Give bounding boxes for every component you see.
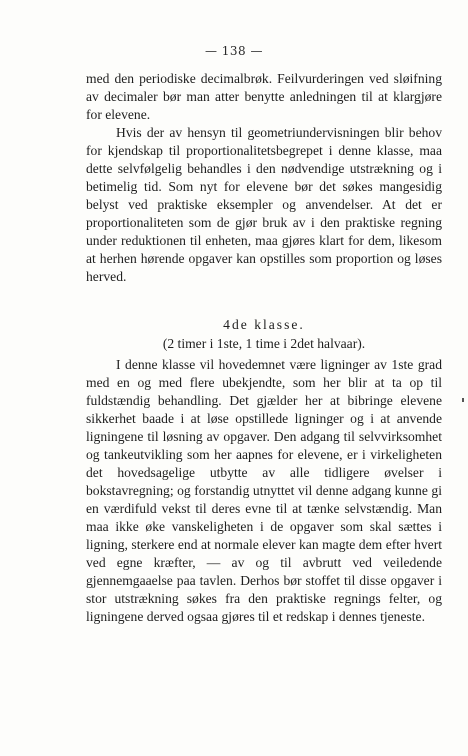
paragraph-block-3: [86, 356, 442, 626]
scan-edge-mark: [462, 398, 464, 402]
paragraph-2: Hvis der av hensyn til geometriundervisningen blir behov for kjendskap til proportionalitetsbegrepet i denne klasse, maa dette selvfølgelig behandles i den nødvendige utstrækning og i betimelig tid. Som nyt for elevene bør det søkes mangesidig belyst ved praktiske eksempler og anvendelser. At det er proportionaliteten som de gjør bruk av i den praktiske regning under reduktionen til enheten, maa gjøres klart for dem, likesom at herhen hørende opgaver kan opstilles som proportion og løses herved.: [86, 125, 442, 284]
paragraph-1: med den periodiske decimalbrøk. Feilvurderingen ved sløifning av decimaler bør man atter benytte anledningen til at klargjøre for elevene.: [86, 71, 442, 122]
section-subheading: (2 timer i 1ste, 1 time i 2det halvaar).: [162, 336, 366, 351]
page-number: — 138 —: [204, 44, 264, 58]
paragraph-continuation: [86, 70, 442, 124]
paragraph-block-2: [86, 124, 442, 286]
paragraph-3: I denne klasse vil hovedemnet være ligninger av 1ste grad med en og med flere ubekjendte, som her blir at ta op til fuldstændig behandling. Det gjælder her at bibringe elevene sikkerhet baade i at løse opstillede ligninger og i at anvende ligningene til løsning av opgaver. Den adgang til selvvirksomhet og tankeutvikling som her aapnes for elevene, er i virkeligheten det hovedsagelige utbytte av alle tidligere øvelser i bokstavregning; og forstandig utnyttet vil denne adgang kunne gi en værdifuld vekst til deres evne til at tænke selvstændig. Man maa ikke øke vanskeligheten i de opgaver som skal sættes i ligning, sterkere end at normale elever kan magte dem efter hvert ved egne kræfter, — av og til avbrutt ved veiledende gjennemgaaelse paa tavlen. Derhos bør stoffet til disse opgaver i stor utstrækning søkes fra den praktiske regnings felter, og ligningene derved ogsaa gjøres til et redskap i dennes tjeneste.: [86, 357, 442, 624]
section-heading: 4de klasse.: [223, 317, 305, 332]
